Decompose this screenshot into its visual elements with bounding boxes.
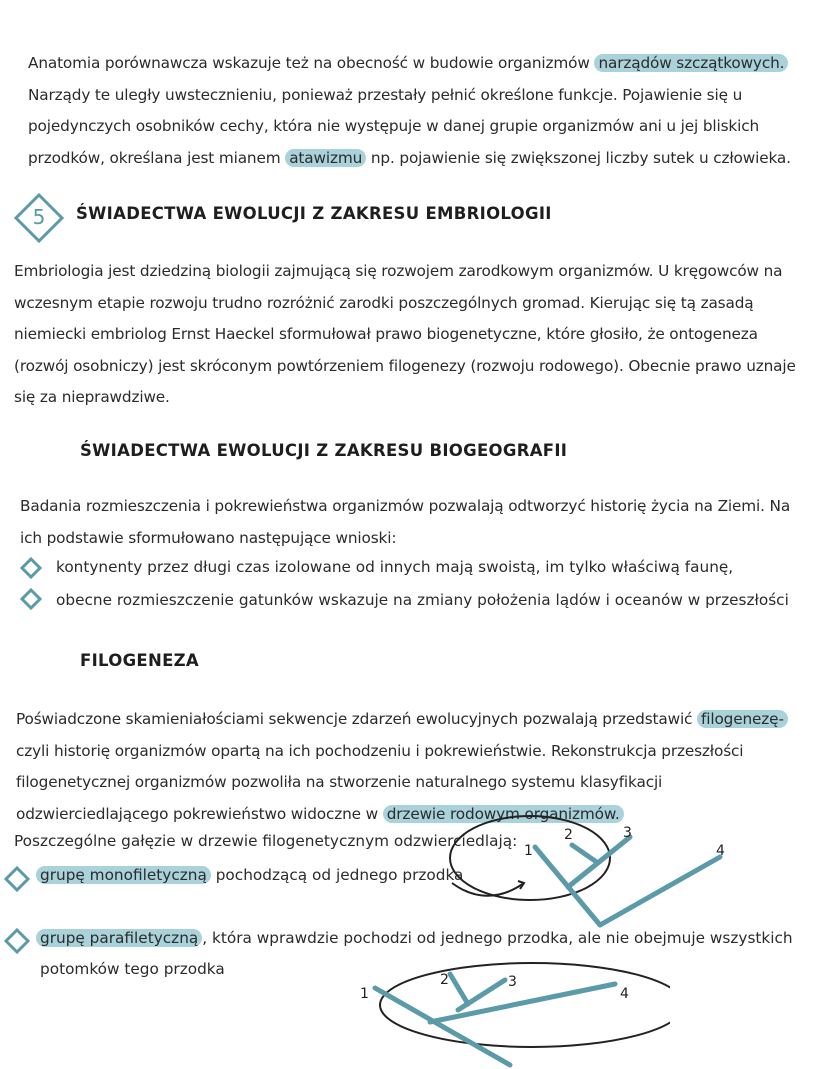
diamond-bullet-icon — [20, 557, 42, 579]
tree-label: 2 — [564, 827, 573, 843]
biogeography-bullet-2: obecne rozmieszczenie gatunków wskazuje na zmiany położenia lądów i oceanów w przeszłości — [56, 591, 789, 609]
branch-line — [600, 857, 720, 925]
phylogeny-heading: FILOGENEZA — [80, 651, 199, 670]
tree-label: 2 — [440, 972, 449, 988]
intro-text-3: np. pojawienie się zwiększonej liczby sutek u człowieka. — [366, 148, 791, 167]
intro-text-2: Narządy te uległy uwstecznieniu, ponieważ przestały pełnić określone funkcje. Pojawienie się u pojedynczych osobników cechy, która nie występuje w danej grupie organizmów ani u jej bliskich przodków, określana jest mianem — [28, 85, 760, 167]
phylogeny-text-1: Poświadczone skamieniałościami sekwencje zdarzeń ewolucyjnych pozwalają przedstawić — [16, 710, 698, 728]
monophyletic-text: pochodzącą od jednego przodka — [210, 866, 464, 884]
diamond-bullet-icon — [20, 588, 42, 610]
highlight-family-tree: drzewie rodowym organizmów. — [383, 805, 624, 823]
embryology-heading: ŚWIADECTWA EWOLUCJI Z ZAKRESU EMBRIOLOGII — [76, 204, 552, 223]
monophyletic-line — [36, 866, 463, 884]
embryology-paragraph: Embriologia jest dziedziną biologii zajmującą się rozwojem zarodkowym organizmów. U kręgowców na wczesnym etapie rozwoju trudno rozróżnić zarodki poszczególnych gromad. Kierując się tą zasadą niemiecki embriolog Ernst Haeckel sformułował prawo biogenetyczne, które głosiło, że ontogeneza (rozwój osobniczy) jest skróconym powtórzeniem filogenezy (rozwoju rodowego). Obecnie prawo uznaje się za nieprawdziwe. — [14, 262, 796, 406]
tree-label: 4 — [620, 986, 629, 1002]
tree-label: 3 — [623, 825, 632, 841]
intro-text-1: Anatomia porównawcza wskazuje też na obecność w budowie organizmów — [28, 54, 595, 72]
paraphyletic-line — [36, 929, 793, 947]
phylogeny-text-2: czyli historię organizmów opartą na ich pochodzeniu i pokrewieństwie. Rekonstrukcja przeszłości filogenetycznej organizmów pozwoliła na stworzenie naturalnego systemu klasyfikacji odzwierciedlającego pokrewieństwo widoczne w — [16, 741, 744, 823]
highlight-paraphyletic: grupę parafiletyczną — [36, 929, 202, 947]
diamond-bullet-icon — [4, 866, 30, 892]
section-number: 5 — [32, 205, 46, 229]
branches-intro: Poszczególne gałęzie w drzewie filogenetycznym odzwierciedlają: — [14, 832, 518, 850]
highlight-vestigial-organs: narządów szczątkowych. — [594, 54, 788, 72]
paraphyletic-line-2: potomków tego przodka — [40, 960, 225, 978]
phylogeny-paragraph — [16, 704, 816, 830]
paraphyletic-tree-diagram — [350, 960, 670, 1069]
monophyletic-tree-diagram — [440, 815, 740, 930]
biogeography-bullet-1: kontynenty przez długi czas izolowane od innych mają swoistą, im tylko właściwą faunę, — [56, 558, 734, 576]
branch-line — [572, 845, 598, 863]
branch-line — [375, 988, 510, 1065]
tree-label: 1 — [524, 843, 533, 859]
paraphyletic-text: , która wprawdzie pochodzi od jednego przodka, ale nie obejmuje wszystkich — [202, 929, 793, 947]
biogeography-heading: ŚWIADECTWA EWOLUCJI Z ZAKRESU BIOGEOGRAFII — [80, 441, 568, 460]
branch-line — [450, 974, 468, 1004]
diamond-bullet-icon — [4, 928, 30, 954]
tree-label: 1 — [360, 986, 369, 1002]
tree-label: 3 — [508, 974, 517, 990]
tree-label: 4 — [716, 843, 725, 859]
biogeography-paragraph: Badania rozmieszczenia i pokrewieństwa organizmów pozwalają odtworzyć historię życia na Ziemi. Na ich podstawie sformułowano następujące wnioski: — [20, 497, 791, 547]
highlight-phylogeny: filogenezę- — [697, 710, 788, 728]
highlight-atavism: atawizmu — [285, 149, 366, 167]
intro-paragraph — [28, 48, 818, 174]
highlight-monophyletic: grupę monofiletyczną — [36, 866, 211, 884]
